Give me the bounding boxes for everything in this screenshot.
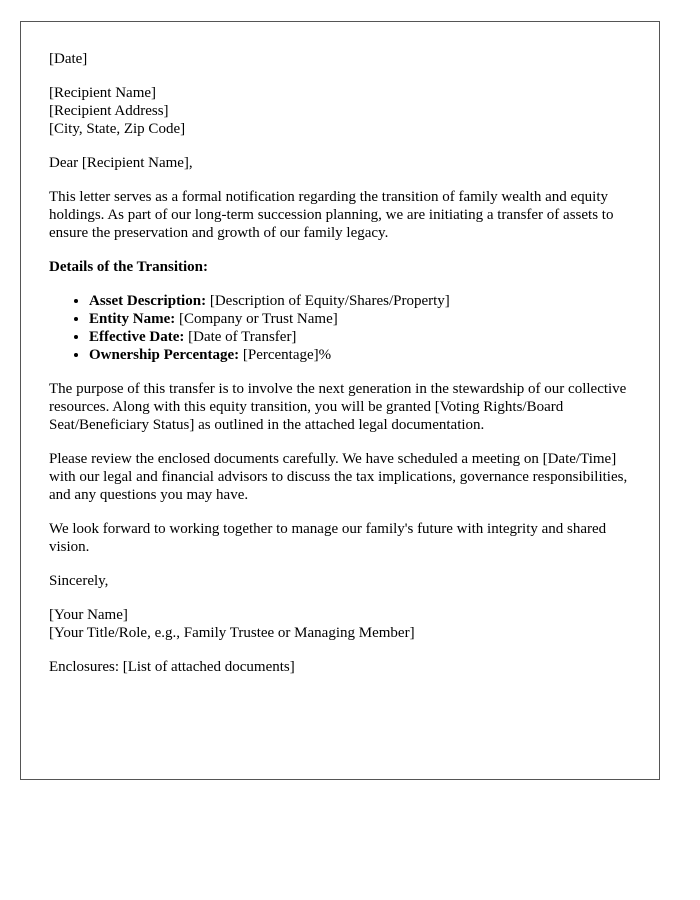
- detail-label: Effective Date:: [89, 329, 185, 345]
- sender-block: [49, 606, 631, 642]
- sign-off: Sincerely,: [49, 573, 109, 589]
- closing-paragraph: We look forward to working together to manage our family's future with integrity and shared vision.: [49, 521, 607, 555]
- sender-title: [Your Title/Role, e.g., Family Trustee or Managing Member]: [49, 625, 415, 641]
- detail-label: Ownership Percentage:: [89, 347, 240, 363]
- purpose-paragraph: The purpose of this transfer is to involve the next generation in the stewardship of our collective resources. Along with this equity transition, you will be granted [Voting Rights/Board Seat/Beneficiary Status] as outlined in the attached legal documentation.: [49, 381, 627, 433]
- detail-value: [Company or Trust Name]: [179, 311, 338, 327]
- salutation: Dear [Recipient Name],: [49, 155, 193, 171]
- enclosures: Enclosures: [List of attached documents]: [49, 659, 295, 675]
- detail-item-asset-description: [89, 292, 631, 310]
- letter-date: [Date]: [49, 51, 88, 67]
- review-paragraph: Please review the enclosed documents carefully. We have scheduled a meeting on [Date/Time] with our legal and financial advisors to discuss the tax implications, governance responsibilities, and any questions you may have.: [49, 451, 628, 503]
- detail-label: Asset Description:: [89, 293, 207, 309]
- detail-value: [Percentage]%: [242, 347, 332, 363]
- recipient-address: [Recipient Address]: [49, 103, 169, 119]
- sender-name: [Your Name]: [49, 607, 128, 623]
- letter-page: [20, 21, 660, 780]
- details-heading: Details of the Transition:: [49, 259, 209, 275]
- detail-label: Entity Name:: [89, 311, 176, 327]
- recipient-block: [49, 84, 631, 138]
- intro-paragraph: This letter serves as a formal notification regarding the transition of family wealth and equity holdings. As part of our long-term succession planning, we are initiating a transfer of assets to ensure the preservation and growth of our family legacy.: [49, 189, 614, 241]
- recipient-city-state-zip: [City, State, Zip Code]: [49, 121, 186, 137]
- detail-item-effective-date: [89, 328, 631, 346]
- details-list: [49, 292, 631, 364]
- detail-item-ownership-percentage: [89, 346, 631, 364]
- detail-value: [Description of Equity/Shares/Property]: [209, 293, 450, 309]
- recipient-name: [Recipient Name]: [49, 85, 157, 101]
- detail-item-entity-name: [89, 310, 631, 328]
- detail-value: [Date of Transfer]: [188, 329, 297, 345]
